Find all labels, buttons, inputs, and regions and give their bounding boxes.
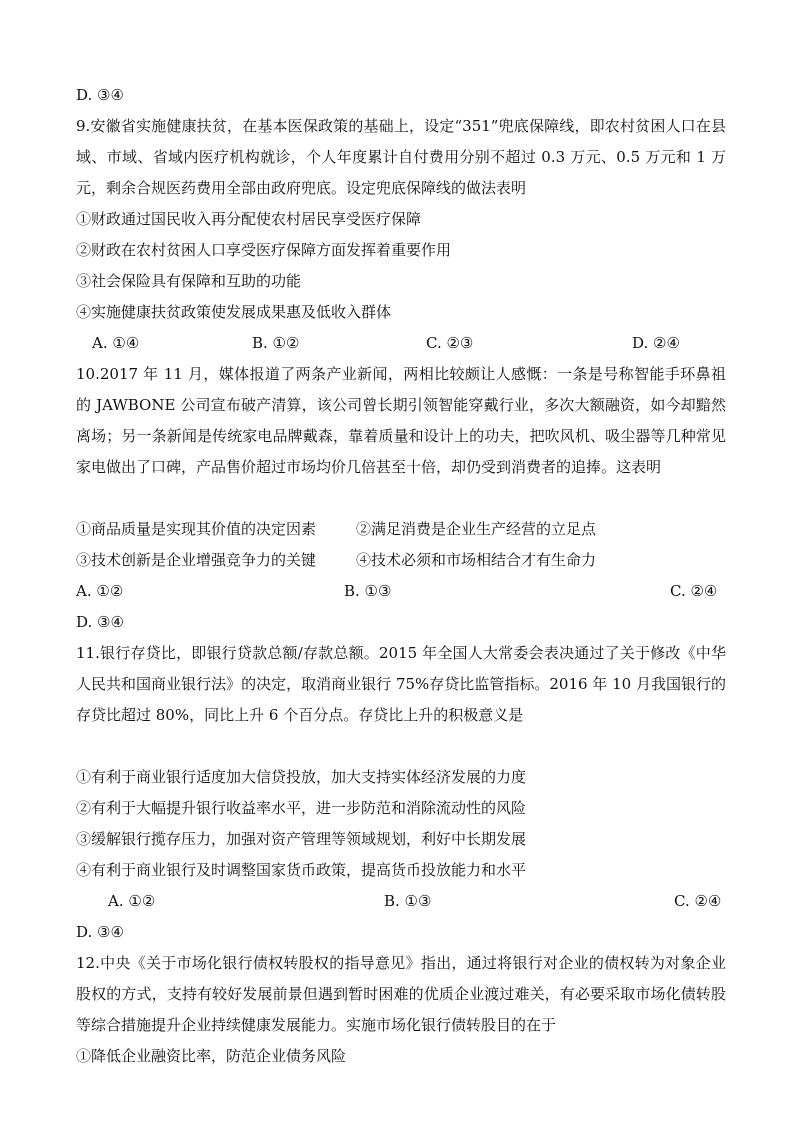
question-10-statement-2: ②满足消费是企业生产经营的立足点 xyxy=(356,520,597,538)
question-10-statement-3: ③技术创新是企业增强竞争力的关键 xyxy=(76,551,317,569)
question-9-statement-3: ③社会保险具有保障和互助的功能 xyxy=(76,272,302,290)
question-11-statement-3: ③缓解银行揽存压力，加强对资产管理等领域规划，利好中长期发展 xyxy=(76,830,527,848)
question-11-option-d: D. ③④ xyxy=(76,923,124,941)
question-10-statement-1: ①商品质量是实现其价值的决定因素 xyxy=(76,520,317,538)
question-11-statement-2: ②有利于大幅提升银行收益率水平，进一步防范和消除流动性的风险 xyxy=(76,799,527,817)
question-11-statement-1: ①有利于商业银行适度加大信贷投放，加大支持实体经济发展的力度 xyxy=(76,768,527,786)
question-11-option-c: C. ②④ xyxy=(674,892,722,910)
question-10-option-b: B. ①③ xyxy=(344,582,392,600)
question-9-statement-1: ①财政通过国民收入再分配使农村居民享受医疗保障 xyxy=(76,210,422,228)
question-9-stem: 9.安徽省实施健康扶贫，在基本医保政策的基础上，设定“351”兜底保障线，即农村贫困人口在县域、市域、省域内医疗机构就诊，个人年度累计自付费用分别不超过 0.3 万元、0.5 万元和 1 万元，剩余合规医药费用全部由政府兜底。设定兜底保障线的做法表明 xyxy=(76,117,726,197)
question-11-stem: 11.银行存贷比，即银行贷款总额/存款总额。2015 年全国人大常委会表决通过了关于修改《中华人民共和国商业银行法》的决定，取消商业银行 75%存贷比监管指标。2016 年 10 月我国银行的存贷比超过 80%，同比上升 6 个百分点。存贷比上升的积极意义是 xyxy=(76,644,726,724)
question-9-statement-2: ②财政在农村贫困人口享受医疗保障方面发挥着重要作用 xyxy=(76,241,452,259)
question-11-option-b: B. ①③ xyxy=(384,892,432,910)
question-9-statement-4: ④实施健康扶贫政策使发展成果惠及低收入群体 xyxy=(76,303,392,321)
question-11-options xyxy=(76,886,726,917)
prev-option-d: D. ③④ xyxy=(76,86,124,104)
exam-page xyxy=(76,80,726,1072)
question-10-option-a: A. ①② xyxy=(76,582,124,600)
question-10-options xyxy=(76,576,726,607)
question-9-option-b: B. ①② xyxy=(252,334,300,352)
question-10-option-c: C. ②④ xyxy=(670,582,718,600)
question-10-statements-row-2 xyxy=(76,545,726,576)
question-10-statement-4: ④技术必须和市场相结合才有生命力 xyxy=(356,551,597,569)
question-12-stem: 12.中央《关于市场化银行债权转股权的指导意见》指出，通过将银行对企业的债权转为对象企业股权的方式，支持有较好发展前景但遇到暂时困难的优质企业渡过难关，有必要采取市场化债转股等综合措施提升企业持续健康发展能力。实施市场化银行债转股目的在于 xyxy=(76,954,726,1034)
question-10-stem: 10.2017 年 11 月，媒体报道了两条产业新闻，两相比较颇让人感慨：一条是号称智能手环鼻祖的 JAWBONE 公司宣布破产清算，该公司曾长期引领智能穿戴行业，多次大额融资，如今却黯然离场；另一条新闻是传统家电品牌戴森，靠着质量和设计上的功夫，把吹风机、吸尘器等几种常见家电做出了口碑，产品售价超过市场均价几倍甚至十倍，却仍受到消费者的追捧。这表明 xyxy=(76,365,726,476)
question-9-option-c: C. ②③ xyxy=(426,334,474,352)
question-10-option-d: D. ③④ xyxy=(76,613,124,631)
question-9-option-a: A. ①④ xyxy=(92,334,140,352)
question-9-options xyxy=(76,328,726,359)
question-10-statements-row-1 xyxy=(76,514,726,545)
question-11-statement-4: ④有利于商业银行及时调整国家货币政策，提高货币投放能力和水平 xyxy=(76,861,527,879)
question-12-statement-1: ①降低企业融资比率，防范企业债务风险 xyxy=(76,1047,347,1065)
question-11-option-a: A. ①② xyxy=(108,892,156,910)
question-9-option-d: D. ②④ xyxy=(632,334,680,352)
